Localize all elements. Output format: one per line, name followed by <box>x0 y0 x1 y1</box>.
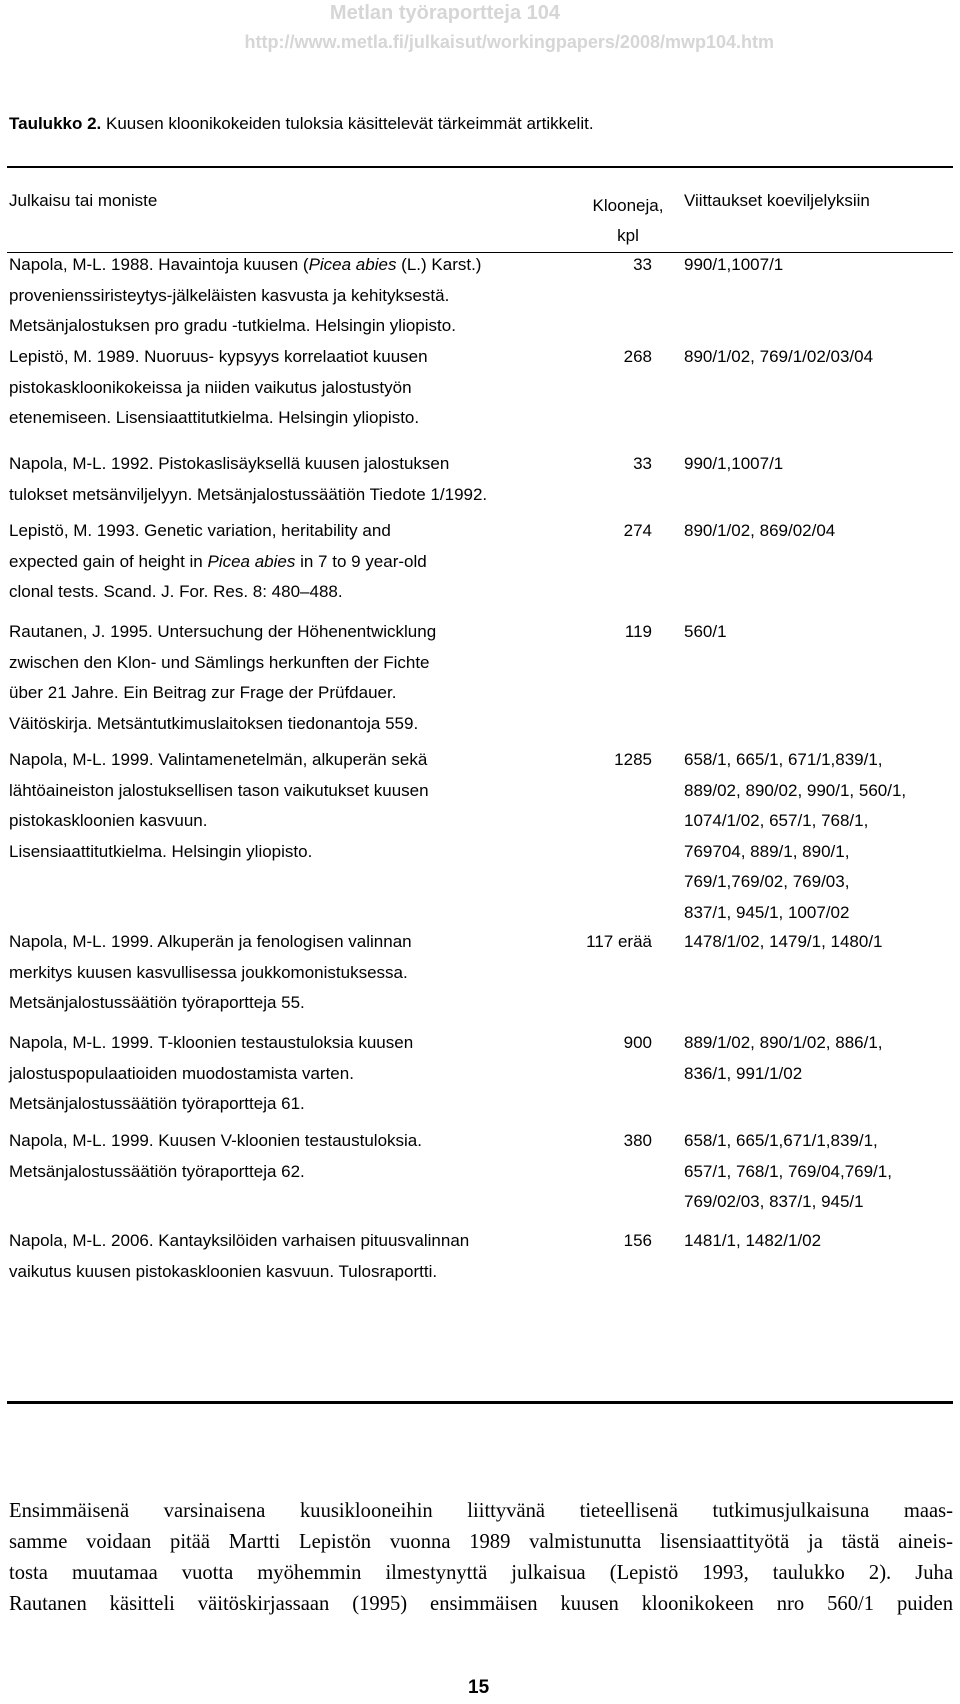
publication-cell <box>9 1226 579 1287</box>
reference-line: 1478/1/02, 1479/1, 1480/1 <box>684 932 883 951</box>
body-line: Ensimmäisenä varsinaisena kuusiklooneihin liittyvänä tieteellisenä tutkimusjulkaisuna maas- <box>9 1500 953 1522</box>
publication-line: Napola, M-L. 1999. Kuusen V-kloonien testaustuloksia. <box>9 1131 422 1150</box>
publication-line: tulokset metsänviljelyyn. Metsänjalostussäätiön Tiedote 1/1992. <box>9 484 488 504</box>
publication-cell <box>9 745 579 867</box>
publication-line: pistokaskloonien kasvuun. <box>9 811 208 830</box>
publication-line: Metsänjalostussäätiön työraportteja 61. <box>9 1094 305 1113</box>
running-header-url: http://www.metla.fi/julkaisut/workingpapers/2008/mwp104.htm <box>244 32 774 52</box>
table-caption <box>9 114 594 134</box>
references-cell <box>684 745 960 928</box>
reference-line: 890/1/02, 869/02/04 <box>684 521 836 540</box>
publication-line: Napola, M-L. 1999. Alkuperän ja fenologisen valinnan <box>9 932 412 951</box>
reference-line: 890/1/02, 769/1/02/03/04 <box>684 347 874 366</box>
body-line: Rautanen käsitteli väitöskirjassaan (1995) ensimmäisen kuusen kloonikokeen nro 560/1 puiden <box>9 1593 953 1615</box>
publication-cell <box>9 449 579 510</box>
body-line: samme voidaan pitää Martti Lepistön vuonna 1989 valmistunutta lisensiaattityötä ja tästä aineis- <box>9 1531 953 1553</box>
publication-cell <box>9 250 579 342</box>
clone-count-cell: 119 <box>624 622 652 641</box>
body-paragraph <box>9 1496 953 1620</box>
publication-line: provenienssiristeytys-jälkeläisten kasvusta ja kehityksestä. <box>9 285 450 305</box>
publication-line: Väitöskirja. Metsäntutkimuslaitoksen tiedonantoja 559. <box>9 713 419 733</box>
reference-line: 769/02/03, 837/1, 945/1 <box>684 1192 864 1211</box>
table-caption-text: Kuusen kloonikokeiden tuloksia käsittelevät tärkeimmät artikkelit. <box>101 114 594 133</box>
reference-line: 658/1, 665/1,671/1,839/1, <box>684 1131 878 1150</box>
publication-line: jalostuspopulaatioiden muodostamista varten. <box>9 1063 354 1083</box>
publication-line: expected gain of height in Picea abies in 7 to 9 year-old <box>9 551 427 571</box>
publication-line: Napola, M-L. 1988. Havaintoja kuusen (Picea abies (L.) Karst.) <box>9 255 482 274</box>
references-cell <box>684 516 960 547</box>
clone-count-cell: 274 <box>623 521 652 540</box>
publication-line: Metsänjalostussäätiön työraportteja 55. <box>9 993 305 1012</box>
references-cell <box>684 250 960 281</box>
publication-line: Napola, M-L. 1992. Pistokaslisäyksellä kuusen jalostuksen <box>9 454 450 473</box>
publication-line: Lisensiaattitutkielma. Helsingin yliopisto. <box>9 841 313 861</box>
publication-line: pistokaskloonikokeissa ja niiden vaikutus jalostustyön <box>9 377 412 397</box>
reference-line: 889/1/02, 890/1/02, 886/1, <box>684 1033 883 1052</box>
publication-line: über 21 Jahre. Ein Beitrag zur Frage der Prüfdauer. <box>9 683 397 702</box>
clone-count-cell: 117 erää <box>586 932 652 951</box>
references-cell <box>684 927 960 958</box>
reference-line: 769/1,769/02, 769/03, <box>684 872 850 891</box>
table-top-rule <box>7 166 953 168</box>
table-caption-label: Taulukko 2. <box>9 114 102 133</box>
running-header-title: Metlan työraportteja 104 <box>329 2 560 24</box>
clone-count-cell: 380 <box>623 1131 652 1150</box>
references-cell <box>684 1028 960 1089</box>
reference-line: 837/1, 945/1, 1007/02 <box>684 902 850 922</box>
publication-cell <box>9 617 579 739</box>
table-bottom-rule <box>7 1401 953 1404</box>
references-cell <box>684 617 960 648</box>
page-number: 15 <box>468 1677 490 1698</box>
references-cell <box>684 449 960 480</box>
column-header-clones: Klooneja, kpl <box>592 196 664 245</box>
publication-line: Napola, M-L. 1999. Valintamenetelmän, alkuperän sekä <box>9 750 428 769</box>
publication-line: zwischen den Klon- und Sämlings herkunften der Fichte <box>9 652 430 672</box>
clone-count-cell: 156 <box>623 1231 652 1250</box>
publication-line: Napola, M-L. 2006. Kantayksilöiden varhaisen pituusvalinnan <box>9 1231 470 1250</box>
clone-count-cell: 33 <box>633 255 652 274</box>
clone-count-cell: 1285 <box>614 750 652 769</box>
publication-line: Lepistö, M. 1989. Nuoruus- kypsyys korrelaatiot kuusen <box>9 347 428 366</box>
clone-count-cell: 268 <box>623 347 652 366</box>
reference-line: 889/02, 890/02, 990/1, 560/1, <box>684 780 907 800</box>
clone-count-cell: 900 <box>623 1033 652 1052</box>
publication-line: Metsänjalostuksen pro gradu -tutkielma. Helsingin yliopisto. <box>9 316 456 335</box>
reference-line: 1481/1, 1482/1/02 <box>684 1231 822 1250</box>
references-cell <box>684 342 960 373</box>
reference-line: 1074/1/02, 657/1, 768/1, <box>684 811 869 830</box>
references-cell <box>684 1226 960 1257</box>
publication-line: Metsänjalostussäätiön työraportteja 62. <box>9 1161 305 1181</box>
reference-line: 990/1,1007/1 <box>684 255 784 274</box>
publication-line: merkitys kuusen kasvullisessa joukkomonistuksessa. <box>9 962 408 982</box>
reference-line: 560/1 <box>684 622 727 641</box>
reference-line: 769704, 889/1, 890/1, <box>684 841 850 861</box>
column-header-references: Viittaukset koeviljelyksiin <box>684 191 870 210</box>
body-line: tosta muutamaa vuotta myöhemmin ilmestynyttä julkaisua (Lepistö 1993, taulukko 2). Juha <box>9 1562 953 1584</box>
clone-count-cell: 33 <box>633 454 652 473</box>
publication-cell <box>9 342 579 434</box>
publication-cell <box>9 927 579 1019</box>
publication-line: clonal tests. Scand. J. For. Res. 8: 480–488. <box>9 582 343 601</box>
publication-line: lähtöaineiston jalostuksellisen tason vaikutukset kuusen <box>9 780 429 800</box>
reference-line: 658/1, 665/1, 671/1,839/1, <box>684 750 883 769</box>
publication-line: Lepistö, M. 1993. Genetic variation, heritability and <box>9 521 391 540</box>
publication-line: Napola, M-L. 1999. T-kloonien testaustuloksia kuusen <box>9 1033 414 1052</box>
column-header-publication: Julkaisu tai moniste <box>9 191 158 210</box>
reference-line: 990/1,1007/1 <box>684 454 784 473</box>
reference-line: 836/1, 991/1/02 <box>684 1063 803 1083</box>
publication-line: vaikutus kuusen pistokaskloonien kasvuun. Tulosraportti. <box>9 1261 438 1281</box>
publication-cell <box>9 1126 579 1187</box>
publication-cell <box>9 516 579 608</box>
references-cell <box>684 1126 960 1218</box>
reference-line: 657/1, 768/1, 769/04,769/1, <box>684 1161 892 1181</box>
publication-cell <box>9 1028 579 1120</box>
publication-line: etenemiseen. Lisensiaattitutkielma. Helsingin yliopisto. <box>9 408 420 427</box>
publication-line: Rautanen, J. 1995. Untersuchung der Höhenentwicklung <box>9 622 437 641</box>
